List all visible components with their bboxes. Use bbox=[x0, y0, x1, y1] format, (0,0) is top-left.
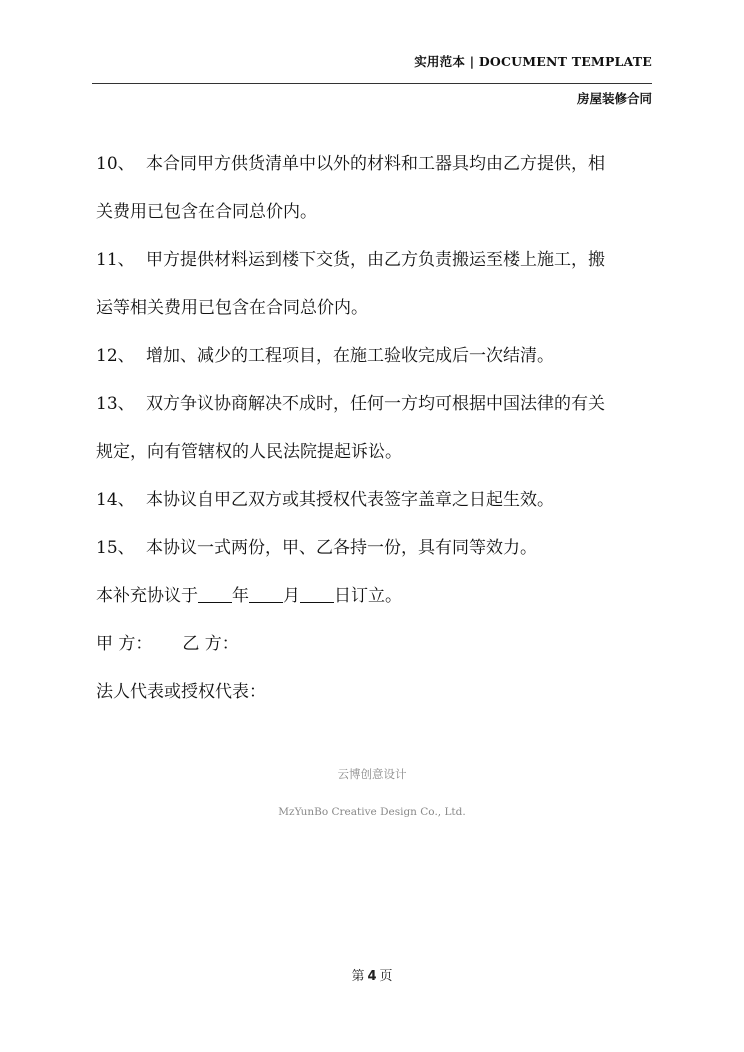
page-prefix: 第 bbox=[351, 969, 365, 984]
clause-number: 11、 bbox=[96, 250, 135, 270]
signing-prefix: 本补充协议于 bbox=[96, 586, 198, 606]
clause-number: 13、 bbox=[96, 394, 135, 414]
clause-11-continuation: 运等相关费用已包含在合同总价内。 bbox=[96, 298, 368, 318]
clause-number: 14、 bbox=[96, 490, 135, 510]
clause-10-continuation: 关费用已包含在合同总价内。 bbox=[96, 202, 317, 222]
clause-number: 15、 bbox=[96, 538, 135, 558]
month-blank[interactable] bbox=[249, 586, 283, 603]
clause-10 bbox=[96, 140, 658, 188]
year-label: 年 bbox=[232, 586, 249, 606]
company-name-cn: 云博创意设计 bbox=[337, 767, 407, 781]
clause-15 bbox=[96, 524, 658, 572]
page-suffix: 页 bbox=[379, 969, 393, 984]
clause-11 bbox=[96, 236, 658, 284]
clause-12 bbox=[96, 332, 658, 380]
header-divider bbox=[92, 83, 652, 84]
clause-13-continuation: 规定，向有管辖权的人民法院提起诉讼。 bbox=[96, 442, 402, 462]
clause-number: 12、 bbox=[96, 346, 135, 366]
clause-number: 10、 bbox=[96, 154, 135, 174]
page-number bbox=[0, 965, 744, 984]
company-name-en: MzYunBo Creative Design Co., Ltd. bbox=[278, 806, 466, 818]
clause-text: 本协议一式两份，甲、乙各持一份，具有同等效力。 bbox=[146, 538, 537, 558]
clause-text: 双方争议协商解决不成时，任何一方均可根据中国法律的有关 bbox=[146, 394, 605, 414]
clause-14 bbox=[96, 476, 658, 524]
parties-line bbox=[96, 620, 658, 668]
year-blank[interactable] bbox=[198, 586, 232, 603]
signing-date-line bbox=[96, 572, 658, 620]
page-number-value: 4 bbox=[367, 969, 377, 984]
clause-text: 本协议自甲乙双方或其授权代表签字盖章之日起生效。 bbox=[146, 490, 554, 510]
clause-text: 本合同甲方供货清单中以外的材料和工器具均由乙方提供，相 bbox=[146, 154, 605, 174]
clause-text: 增加、减少的工程项目，在施工验收完成后一次结清。 bbox=[146, 346, 554, 366]
header-title: 实用范本 | DOCUMENT TEMPLATE bbox=[414, 54, 652, 69]
day-blank[interactable] bbox=[300, 586, 334, 603]
document-type: 房屋装修合同 bbox=[576, 91, 652, 106]
month-label: 月 bbox=[283, 586, 300, 606]
clause-text: 甲方提供材料运到楼下交货，由乙方负责搬运至楼上施工，搬 bbox=[146, 250, 605, 270]
contract-body bbox=[96, 140, 658, 716]
day-label: 日订立。 bbox=[334, 586, 402, 606]
party-b-label: 乙 方： bbox=[182, 634, 239, 654]
party-a-label: 甲 方： bbox=[96, 634, 153, 654]
clause-13 bbox=[96, 380, 658, 428]
representative-label: 法人代表或授权代表： bbox=[96, 682, 266, 702]
